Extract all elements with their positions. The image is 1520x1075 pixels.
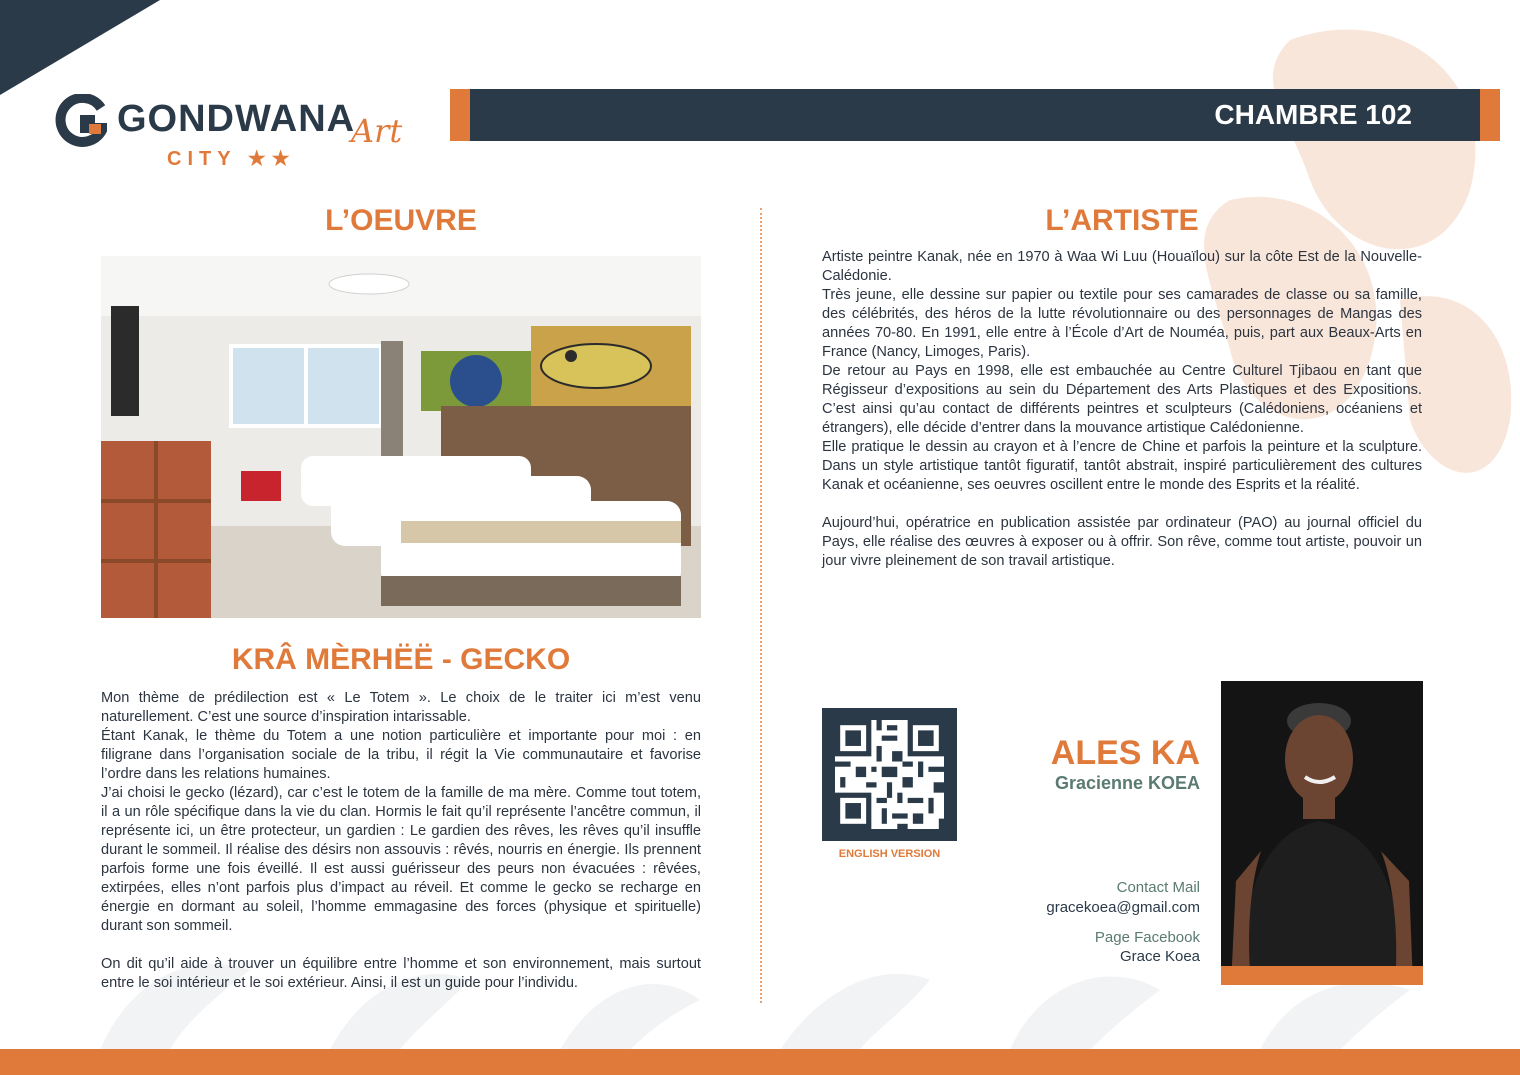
header-bar (450, 89, 1500, 141)
qr-code-icon (834, 720, 945, 829)
room-number: CHAMBRE 102 (1214, 99, 1412, 130)
bio-paragraph: Elle pratique le dessin au crayon et à l’encre de Chine et parfois la peinture et la sculpture. Dans un style artistique tantôt figuratif, tantôt abstrait, inspiré particulièrement des cultures Kanak et océanienne, ses oeuvres oscillent entre le monde des Esprits et la réalité. (822, 439, 1422, 493)
oeuvre-paragraph: Mon thème de prédilection est « Le Totem ». Le choix de le traiter ici m’est venu naturellement. C’est une source d’inspiration intarissable. (101, 690, 701, 725)
artist-portrait (1221, 681, 1423, 985)
brand-suffix: Art (351, 112, 403, 150)
header-title-area (470, 89, 1480, 141)
artist-portrait-illustration (1221, 681, 1423, 985)
bio-paragraph: Très jeune, elle dessine sur papier ou textile pour ses camarades de classe ou sa famille, des célébrités, des héros de la lutte révolutionnaire ou des personnages de Mangas des années 70-80. En 1991, elle entre à l’École d’Art de Nouméa, puis, part aux Beaux-Arts en France (Nancy, Limoges, Paris). (822, 287, 1422, 360)
artiste-biography (822, 248, 1422, 571)
bio-paragraph: Artiste peintre Kanak, née en 1970 à Waa Wi Luu (Houaïlou) sur la côte Est de la Nouvelle-Calédonie. (822, 249, 1422, 284)
artiste-section-title: L’ARTISTE (1045, 204, 1199, 237)
artist-real-name: Gracienne KOEA (1054, 773, 1200, 793)
corner-triangle (0, 0, 160, 95)
qr-code-label: ENGLISH VERSION (838, 848, 941, 860)
artist-name: ALES KA (1050, 734, 1200, 772)
oeuvre-description (101, 689, 701, 993)
brand-name: GONDWANA (117, 98, 356, 140)
portrait-accent-bar (1221, 966, 1423, 985)
brand-logo (55, 90, 435, 180)
contact-mail-link[interactable]: gracekoea@gmail.com (1046, 899, 1200, 916)
column-divider (760, 208, 762, 1003)
qr-code[interactable] (822, 708, 957, 841)
room-photo (101, 256, 701, 618)
bio-paragraph: Aujourd’hui, opératrice en publication assistée par ordinateur (PAO) au journal officiel du Pays, elle réalise des œuvres à exposer ou à offrir. Son rêve, comme tout artiste, pouvoir un jour vivre pleinement de son travail artistique. (822, 515, 1422, 569)
header-accent-right (1480, 89, 1500, 141)
room-photo-illustration (101, 256, 701, 618)
footer-bar (0, 1049, 1520, 1075)
contact-mail-label: Contact Mail (1116, 879, 1200, 896)
brand-city: CITY ★★ (167, 148, 296, 170)
header-accent-left (450, 89, 470, 141)
facebook-label: Page Facebook (1094, 929, 1200, 946)
oeuvre-paragraph: Étant Kanak, le thème du Totem a une notion particulière et importante pour moi : en filigrane dans l’organisation sociale de la tribu, il régit la Vie communautaire et favorise l’ordre dans les relations humaines. (101, 728, 701, 782)
work-title: KRÂ MÈRHËË - GECKO (231, 643, 571, 676)
oeuvre-section-title: L’OEUVRE (325, 204, 477, 237)
bio-paragraph: De retour au Pays en 1998, elle est embauchée au Centre Culturel Tjibaou en tant que Régisseur d’expositions au sein du Département des Arts Plastiques et des Expositions. C’est ainsi qu’au contact de différents peintres et sculpteurs (Calédoniens, océaniens et étrangers), elle décide d’entrer dans la mouvance artistique Calédonienne. (822, 363, 1422, 436)
oeuvre-paragraph: J’ai choisi le gecko (lézard), car c’est le totem de la famille de ma mère. Comme tout totem, il a un rôle spécifique dans la vie du clan. Hormis le fait qu’il représente l’ancêtre commun, il représente ici, un être protecteur, un gardien : Le gardien des rêves, les rêves qu’il insuffle durant le sommeil. Il réalise des désirs non assouvis : rêvés, nourris en énergie. Ils prennent parfois forme une fois éveillé. Il est aussi guérisseur des peurs non évacuées : rêvées, extirpées, elles n’ont parfois plus d’impact au réveil. Et comme le gecko se recharge en énergie en dormant au soleil, l’homme emmagasine des forces (physique et spirituelle) durant son sommeil. (101, 785, 701, 934)
facebook-link[interactable]: Grace Koea (1119, 948, 1200, 965)
oeuvre-paragraph: On dit qu’il aide à trouver un équilibre entre l’homme et son environnement, mais surtout entre le soi intérieur et le soi extérieur. Ainsi, il est un guide pour l’individu. (101, 956, 701, 991)
logo-g-icon (55, 94, 107, 150)
